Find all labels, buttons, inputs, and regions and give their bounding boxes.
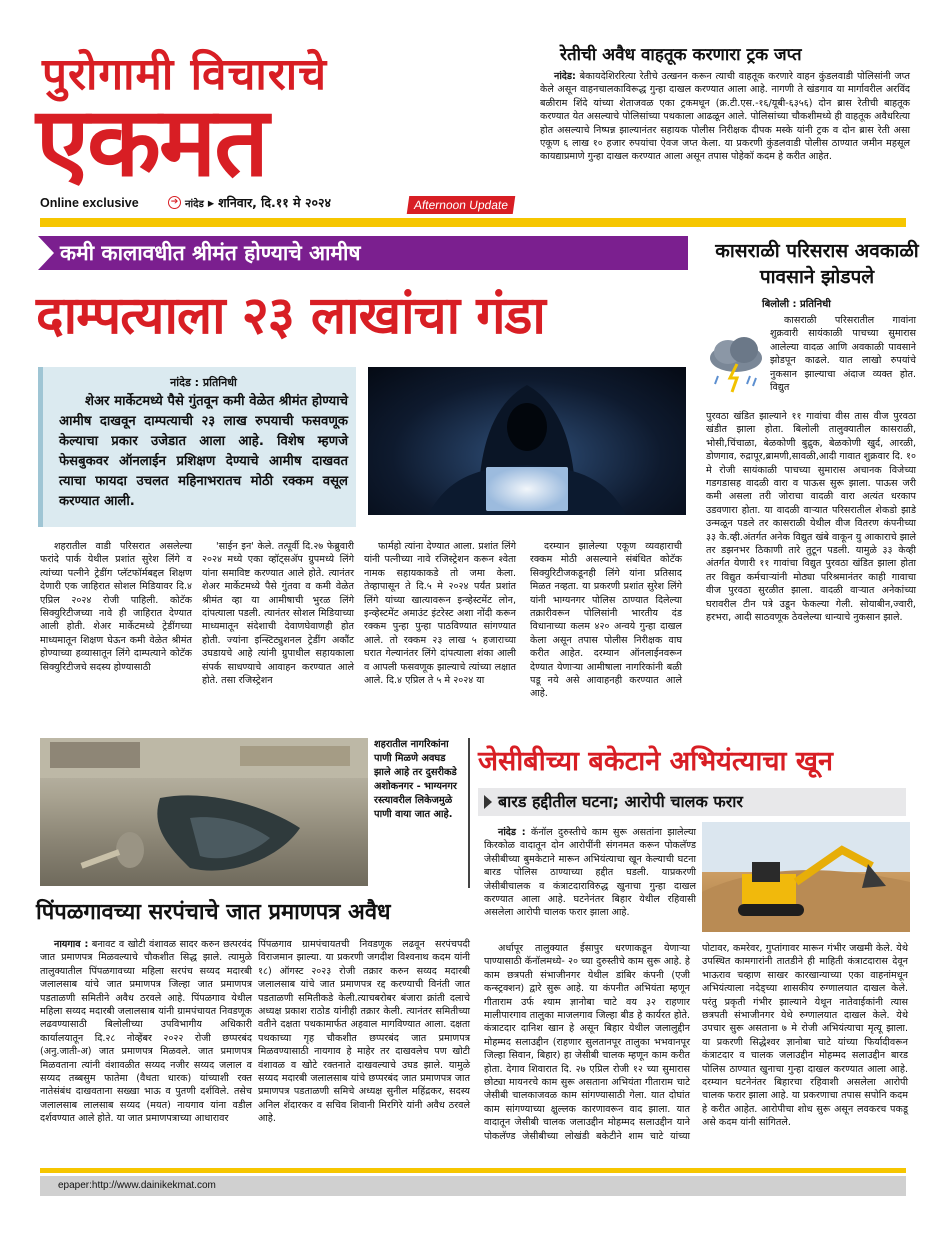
top-story-headline: रेतीची अवैध वाहतूक करणारा ट्रक जप्त [560,45,802,65]
rain-story-body-2-text: पुरवठा खंडित झाल्याने ११ गावांचा वीस तास वीज पुरवठा खंडीत झाला होता. बिलोली तालुक्यातील कासराळी, भोसी,चिंचाळा, बेळकोणी बुद्रुक, बेळकोणी खुर्द, आरळी, डोणगाव, रुद्रापूर,ब्रामणी,सावळी,आदी गावात शुक्रवार दि. १० मे रोजी सायंकाळी पाचच्या सुमारास अचानक विजेच्या गडगडासह वादळी वारा व पाऊस सुरू झाला. पाऊस जरी कमी असला तरी जोराचा वादळी वारा अत्यंत धरकाप उडवणारा होता. या वादळी वाऱ्यात परिसरातील शेकडो झाडे उन्मळून पडले तर कासराळी येथील वीज वितरण कंपनीच्या ३३ के.व्ही.अंतर्गत अनेक विद्युत खंबे वाकून यु आकाराचे झाले तर डझनभर ठिकाणी तारे तुटून पडली. यामुळे ३३ केव्ही अंतर्गत येणारी ११ गावांचा विद्युत पुरवठा खंडित झाला होता तर विद्युत कर्मचाऱ्यांनी मोठ्या परिश्रमानंतर काही गावाचा वीज पुरवठा सुरळीत झाला. वादळी वाऱ्यात अनेकांच्या घरावरील टीन पत्रे उडून फेकल्या गेली. सोयाबीन,ज्वारी, हरभरा, आदी साठवणूक ठेवलेल्या धान्याचे नुकसान झाले. [706,411,916,624]
jcb-story-body [484,942,908,1143]
footer-divider [40,1168,906,1173]
sarpanch-story-column-1-text: बनावट व खोटी वंशावळ सादर करुन छत्परवंद जात प्रमाणपत्र मिळवल्याचे चौकशीत सिद्ध झाले. त्यामुळे तालुक्यातील पिंपळगावच्या महिला सरपंच सय्यद मदारबी जलालसाब यांचे जात प्रमाणपत्र जिल्हा जात प्रमाणपत्र पडताळणी समितीने अवैध ठरवले आहे. पिंपळगाव येथील महिला सय्यद मदारबी जलालसाब यांनी ग्रामपंचायत निवडणूक लढवण्यासाठी बिलोलीच्या उपविभागीय अधिकारी कार्यालयातून दि.२८ नोव्हेंबर २०२२ रोजी छप्परबंद (अनु.जाती-अ) जात प्रमाणपत्र मिळवले. जात प्रमाणपत्र मिळवताना त्यांनी वंशावळीत सय्यद नजीर सय्यद जलाल व सय्यद तब्बसुम फातेमा (वैधता धारक) यांच्याशी रक्त नातेसंबंध दाखवताना सख्खा भाऊ व पुतणी दर्शविले. तसेच जलालसाब लालसाब सय्यद (मयत) नायगाव यांना वडील दर्शवण्यात आले होते. या जात प्रमाणपत्राच्या आधारावर [40,939,252,1125]
main-story-column-4 [530,540,682,701]
water-leak-photo [40,738,368,886]
top-story-text: बेकायदेशिररित्या रेतीचे उत्खनन करून त्याची वाहतूक करणारे वाहन कुंडलवाडी पोलिसांनी जप्त केले असून वाहनचालकाविरूद्ध गुन्हा दाखल करण्यात आला आहे. नागणी ते खंडगाव या मार्गावरील अरविंद बळीराम शिंदे यांच्या शेताजवळ एका ट्रकमधून (क्र.टी.एस.-१६/यूबी-६३५६) दोन ब्रास रेतीची बाहतूक करण्यात येत असल्याचे पोलिसांच्या पथकाला आढळून आले. पोलिसांच्या चौकशीमध्ये ही वाहतूक अवैधरित्या होत असल्याचे निष्पन्न झाल्यानंतर सहायक पोलीस निरीक्षक दीपक मस्के यांनी ट्रक व दोन ब्रास रेती असा एकूण ६ लाख १० हजार रुपयांचा ऐवज जप्त केला. या प्रकरणी कुंडलवाडी पोलीस ठाण्यात जमीन महसूल कायद्याप्रमाणे गुन्हा दाखल करण्यात आला असून तपास पोहेकॉ कदम हे करीत आहेत. [540,71,910,163]
jcb-story-lead-text: कॅनॉल दुरुस्तीचे काम सुरू असतांना झालेल्या किरकोळ वादातून दोन आरोपींनी संगनमत करून पोकलॅण्ड जेसीबीच्या बुमकेटाने मारून अभियंत्याचा खून केल्याची घटना बारड पोलिस ठाण्याच्या हद्दीत घडली. याप्रकरणी जेसीबीचालक व कंत्राटदाराविरुद्ध खुनाचा गुन्हा दाखल करण्यात आला आहे. घटनेनंतर बिहार येथील रहिवासी असलेला आरोपी चालक फरार झाला आहे. [484,827,696,919]
jcb-story-lead [484,826,696,920]
masthead-tagline: पुरोगामी विचाराचे [42,49,328,100]
sarpanch-story-dateline: नायगाव : [54,939,89,950]
newspaper-logo: एकमत [36,85,267,198]
rain-story-headline: कासराळी परिसरास अवकाळी पावसाने झोडपले [715,240,919,288]
sarpanch-story-column-2-text: पिंपळगाव ग्रामपंचायतची निवडणूक लढवून सरपंचपदी विराजमान झाल्या. या प्रकरणी जगदीश विश्वनाथ कदम यांनी १८) ऑगस्ट २०२३ रोजी तक्रार करुन सय्यद मदारबी जलालसाब यांचे जात प्रमाणपत्र रद्द करण्याची विनंती जात पडताळणी समितीकडे केली.त्याचबरोबर बंजारा क्रांती दलाचे अध्यक्ष प्रकाश राठोड यांनीही तक्रार केली. त्यानंतर समितीच्या वतीने दक्षता पथकामार्फत अहवाल मागविण्यात आला. दक्षता पथकाच्या गृह चौकशीत छप्परबंद जात प्रमाणपत्र मिळवण्यासाठी नायगाव हे माहेर तर दाखवलेच पण खोटी वंशावळ व खोटे रक्तनाते दाखवल्याचे उघड झाले. यामुळे सय्यद मदारबी जलालसाब यांचे छप्परबंद जात प्रमाणपत्र जात प्रमाणपत्र पडताळणी समिचे अध्यक्ष सुनील महिंद्रकर, सदस्य अनिल शेंदारकर व सचिव शिवानी मिरगिरे यांनी अवैध ठरवले आहे. [258,939,470,1125]
jcb-story-headline: जेसीबीच्या बकेटाने अभियंत्याचा खून [478,746,833,777]
edition-badge: Afternoon Update [407,196,516,214]
main-story-column-2 [202,540,354,687]
top-story-body [540,70,910,164]
rain-story-body-1 [770,314,916,394]
rain-story-byline: बिलोली : प्रतिनिधी [762,299,831,310]
jcb-story-body-text: अर्धापूर तालुक्यात ईसापुर धरणाकडून येणाऱ्या पाण्यासाठी कॅनॉलमध्ये- २० च्या दुरुस्तीचे काम सुरू आहे. हे काम छत्रपती संभाजीनगर येथील डांबिर कंपनी (एजी कन्स्ट्रक्शन) द्वारे सुरू आहे. या कंपनीत अभियंता म्हणून गीताराम उर्फ श्याम ज्ञानोबा चाटे वय ३२ राहणार मालीपारगाव तालुका माजलगाव जिल्हा बीड हे कार्यरत होते. कंत्राटदार दानिश खान हे असून बिहार येथील जलालुद्दीन मोहम्मद सलाउद्दीन (राहणार सुलतानपूर तालुका भभवानपूर जिल्हा सिवान, बिहार) हा जेसीबी चालक म्हणून काम करीत होता. देगाव शिवारात दि. २७ एप्रिल रोजी १२ च्या सुमारास छोट्या मायनरचे काम सुरू असताना अभियंता गीताराम चाटे जेसीबी चालकाजवळ काम सांगण्यासाठी गेला. यात दोघांत काम सांगण्याच्या क्षुल्लक कारणावरून वाद झाला. यात वादातून जेसीबी चालक जलाउद्दीन मोहम्मद सलाउद्दीन याने पोकलॅण्ड जेसीबीच्या लोखंडी बकेटीने शाम चाटे यांच्या पोटावर, कमरेवर, गुप्तांगावर मारून गंभीर जखमी केले. येथे उपस्थित कामगारांनी तातडीने ही माहिती कंत्राटदारास देवून भाऊराव चव्हाण साखर कारखान्याच्या एका वाहनांमधून अभियंत्याला नदेड्च्या शासकीय रुग्णालयात दाखल केले. परंतु प्रकृती गंभीर झाल्याने येथून नातेवाईकांनी त्यास छत्रपती संभाजीनगर येथे रुग्णालयात दाखल केले. येथे उपचार सुरू असताना ७ मे रोजी अभियंत्याचा मृत्यू झाला. या प्रकरणी सिद्धेश्वर ज्ञानोबा चाटे यांच्या फिर्यादीवरून कंत्राटदार व चालक जलाउद्दीन मोहम्मद सलाउद्दीन बारड पोलिस ठाण्यात खुनाचा गुन्हा दाखल करण्यात आला आहे. दरम्यान घटनेनंतर बिहारचा रहिवाशी असलेला आरोपी चालक फरार झाला आहे. या प्रकरणाचा तपास सपोनि कदम हे करीत आहेत. आरोपीचा शोध सुरू असून लवकरच पकडू असे कदम यांनी सांगितले. [484,943,908,1142]
online-exclusive-label: Online exclusive [40,196,139,210]
sarpanch-story-headline: पिंपळगावच्या सरपंचाचे जात प्रमाणपत्र अवैध [36,900,391,925]
sarpanch-story-column-2 [258,938,470,1126]
main-story-column-4-text: दरम्यान झालेल्या एकूण व्यवहाराची रक्कम मोठी असल्याने संबंधित कोटॅक सिक्युरिटीजकडूनही लिंगे यांना प्रतिसाद मिळत नव्हता. या प्रकरणी प्रशांत सुरेश लिंगे यांनी भाग्यनगर पोलिस ठाण्यात दिलेल्या तक्रारीवरून पोलिसांनी भारतीय दंड विधानाच्या कलम ४२० अन्वये गुन्हा दाखल केला असून तपास पोलीस निरीक्षक वाघ करीत आहेत. दरम्यान ऑनलाईनवरून देण्यात येणाऱ्या आमीषाला नागरिकांनी बळी पडू नये असे आवाहनही करण्यात आले आहे. [530,541,682,700]
main-story-headline: दाम्पत्याला २३ लाखांचा गंडा [36,286,545,346]
main-story-kicker-text: कमी कालावधीत श्रीमंत होण्याचे आमीष [60,241,361,265]
dateline-city: नांदेड [185,198,204,210]
main-story-kicker [38,236,688,270]
rain-story-body-1-text: कासराळी परिसरातील गावांना शुक्रवारी सायंकाळी पाचच्या सुमारास आलेल्या वादळ आणि अवकाळी पावसाने झोडपून काढले. यात लाखो रुपयांचे नुकसान झाल्याचा अंदाज व्यक्त होत. विद्युत [770,315,916,394]
main-story-column-1-text: शहरातील वाडी परिसरात असलेल्या फरांदे पार्क येथील प्रशांत सुरेश लिंगे व त्यांच्या पत्नीने ट्रेडींग प्लॅटफॉर्मबद्दल शिक्षण देणारी एक जाहिरात सोशल मिडियावर दि.४ एप्रिल २०२४ रोजी पाहिली. कोटॅक सिक्युरिटीजच्या नावे ही जाहिरात देण्यात आली होती. शेअर मार्केटमध्ये ट्रेडींगच्या माध्यमातून शिक्षण घेऊन कमी वेळेत श्रीमंत होण्याच्या हव्यासातून लिंगे दाम्पत्याने कोटॅक सिक्युरिटीजचे सदस्य होण्यासाठी [40,541,192,673]
epaper-link[interactable]: epaper:http://www.dainikekmat.com [40,1176,906,1196]
jcb-story-kicker: बारड हद्दीतील घटना; आरोपी चालक फरार [478,788,906,816]
dateline [168,194,331,211]
jcb-excavator-photo [702,822,910,932]
jcb-story-dateline: नांदेड : [498,827,526,838]
main-story-byline: नांदेड : प्रतिनिधी [170,376,237,389]
main-story-column-2-text: 'साईन इन' केले. तत्पूर्वी दि.२७ फेब्रुवारी २०२४ मध्ये एका व्हॉट्सॲप ग्रुपमध्ये लिंगे यांना समाविष्ट करण्यात आले होते. त्यानंतर शेअर मार्केटमध्ये पैसे गुंतवा व कमी वेळेत श्रीमंत व्हा या आमीषाची भुरळ लिंगे दांपत्याला पडली. त्यानंतर सोशल मिडियाच्या माध्यमातून संदेशाची देवाणघेवाणही होत होती. ज्यांना इन्स्टिट्युशनल ट्रेडींग अकौंट उघडायचे आहे त्यांनी ग्रुपाधील सहायकाला संपर्क साधण्याचे आवाहन करण्यात आले होते. तसा रजिस्ट्रेशन [202,541,354,687]
arrow-right-icon: ➔ [168,196,181,209]
masthead-divider [40,218,906,227]
rain-cloud-icon [706,320,766,410]
main-story-column-3 [364,540,516,687]
top-story-dateline: नांदेड: [554,71,576,82]
photo-caption: शहरातील नागरिकांना पाणी मिळणे अवघड झाले आहे तर दुसरीकडे अशोकनगर - भाग्यनगर रस्त्यावरील लिकेजमुळे पाणी वाया जात आहे. [374,739,457,820]
dateline-separator-icon: ▸ [207,195,215,210]
rain-story-body-2 [706,410,916,625]
caption-divider [468,738,470,888]
hacker-photo [368,367,686,515]
dateline-date: शनिवार, दि.११ मे २०२४ [218,195,331,210]
main-story-intro-text: शेअर मार्केटमध्ये पैसे गुंतवून कमी वेळेत श्रीमंत होण्याचे आमीष दाखवून दाम्पत्याची २३ लाख रुपयाची फसवणूक केल्याचा प्रकार उजेडात आला आहे. विशेष म्हणजे फेसबुकवर ऑनलाईन प्रशिक्षण देण्याचे आमीष दाखवत त्याचा फायदा उचलत महिनाभरातच मोठी रक्कम वसूल करण्यात आली. [59,394,348,509]
main-story-column-3-text: फार्महो त्यांना देण्यात आला. प्रशांत लिंगे यांनी पत्नीच्या नावे रजिस्ट्रेशन करून श्वेता नामक सहायकाकडे तो जमा केला. तेव्हापासून ते दि.५ मे २०२४ पर्यंत प्रशांत लिंगे यांच्या खात्यावरून इन्व्हेस्टमेंट लोन, इन्व्हेस्टमेंट अमाउंट इंटरेस्ट अशा नोंदी करून रक्कम पुन्हा पुन्हा पाठविण्यात सांगण्यात आले. तो रक्कम २३ लाख ५ हजाराच्या घरात गेल्यानंतर लिंगे दांपत्याला शंका आली व आपली फसवणूक झाल्याचे त्यांच्या लक्षात आले. दि.४ एप्रिल ते ५ मे २०२४ या [364,541,516,687]
main-story-intro [38,367,356,527]
hooded-hacker-illustration [368,367,686,515]
main-story-column-1 [40,540,192,674]
sarpanch-story-column-1 [40,938,252,1126]
